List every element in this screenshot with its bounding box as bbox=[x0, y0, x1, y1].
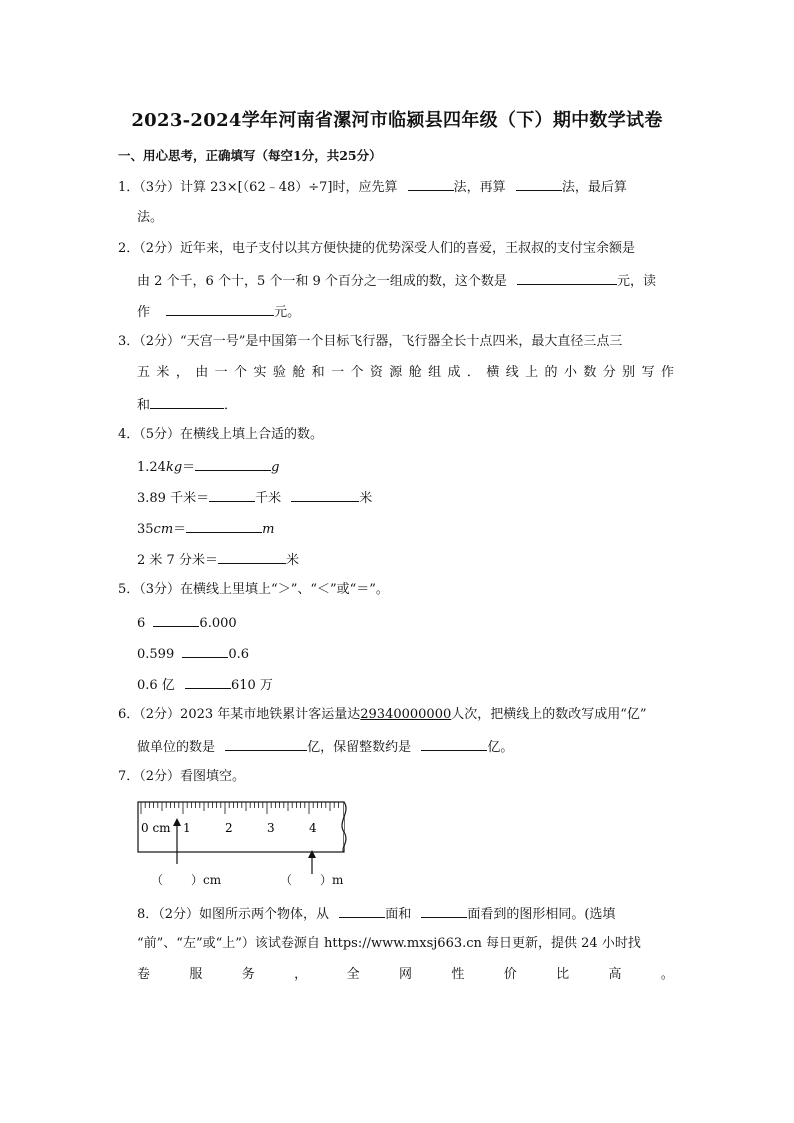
q4-stem: 4．（5分）在横线上填上合适的数。 bbox=[118, 427, 324, 442]
ruler-label-1: 1 bbox=[183, 821, 191, 835]
justified-char: 小 bbox=[563, 365, 577, 380]
justified-char: 组 bbox=[428, 365, 442, 380]
q6-blank-1[interactable] bbox=[225, 737, 307, 751]
justified-char: 全 bbox=[346, 967, 360, 982]
q5-item-a: 6 6.000 bbox=[137, 613, 237, 633]
justified-char: 作 bbox=[660, 365, 674, 380]
q4-item-d: 2 米 7 分米＝ 米 bbox=[137, 550, 299, 570]
justified-char: 卷 bbox=[137, 967, 151, 982]
q2-blank-number[interactable] bbox=[517, 271, 617, 285]
q7-answer-2: （ ）m bbox=[280, 873, 344, 887]
q4-blank-b1[interactable] bbox=[209, 488, 255, 502]
justified-char: 上 bbox=[525, 365, 539, 380]
justified-char: 和 bbox=[311, 365, 325, 380]
justified-char: 一 bbox=[214, 365, 228, 380]
justified-char: 务 bbox=[241, 967, 255, 982]
exam-title: 2023-2024学年河南省漯河市临颍县四年级（下）期中数学试卷 bbox=[131, 110, 663, 131]
ruler-label-3: 3 bbox=[267, 821, 275, 835]
q3-line-3: 和 ． bbox=[137, 395, 237, 415]
justified-char: 网 bbox=[398, 967, 412, 982]
q3-blank[interactable] bbox=[150, 395, 224, 409]
q6-passenger-number: 29340000000 bbox=[360, 707, 452, 722]
justified-char: 比 bbox=[556, 967, 570, 982]
q5-item-c: 0.6 亿 610 万 bbox=[137, 675, 273, 695]
q3-line-2 bbox=[137, 364, 674, 382]
q2-line-1: 2．（2分）近年来，电子支付以其方便快捷的优势深受人们的喜爱，王叔叔的支付宝余额是 bbox=[118, 241, 636, 256]
justified-char: 资 bbox=[369, 365, 383, 380]
q7-answer-1: （ ）cm bbox=[151, 873, 222, 887]
justified-char: 价 bbox=[503, 967, 517, 982]
q6-blank-2[interactable] bbox=[421, 737, 487, 751]
justified-char: 别 bbox=[622, 365, 636, 380]
q3-line-1: 3．（2分）“天宫一号”是中国第一个目标飞行器，飞行器全长十点四米，最大直径三点三 bbox=[118, 334, 623, 349]
justified-char: 一 bbox=[331, 365, 345, 380]
ruler-label-2: 2 bbox=[225, 821, 233, 835]
justified-char: 分 bbox=[602, 365, 616, 380]
q5-item-b: 0.599 0.6 bbox=[137, 644, 249, 664]
justified-char: 的 bbox=[544, 365, 558, 380]
justified-char: ， bbox=[294, 967, 308, 982]
q1-line-1: 1．（3分）计算 23×[（62﹣48）÷7]时，应先算 法，再算 法，最后算 bbox=[118, 177, 627, 197]
q1-blank-1[interactable] bbox=[408, 177, 454, 191]
q4-item-b: 3.89 千米＝ 千米 米 bbox=[137, 488, 372, 508]
q1-line-2: 法。 bbox=[137, 210, 164, 225]
q8-line-2: “前”、“左”或“上”）该试卷源自 https://www.mxsj663.cn 每日更新，提供 24 小时找 bbox=[137, 936, 641, 951]
q8-line-3 bbox=[137, 966, 674, 984]
justified-char: 写 bbox=[641, 365, 655, 380]
justified-char: 源 bbox=[389, 365, 403, 380]
justified-char: 个 bbox=[234, 365, 248, 380]
q4-blank-a[interactable] bbox=[195, 457, 271, 471]
justified-char: 横 bbox=[486, 365, 500, 380]
q4-blank-c[interactable] bbox=[186, 519, 262, 533]
justified-char: ． bbox=[466, 365, 480, 380]
q5-blank-b[interactable] bbox=[182, 644, 228, 658]
q4-blank-d[interactable] bbox=[218, 550, 286, 564]
q7-stem: 7．（2分）看图填空。 bbox=[118, 769, 246, 784]
justified-char: 数 bbox=[583, 365, 597, 380]
q4-blank-b2[interactable] bbox=[291, 488, 359, 502]
justified-char: ， bbox=[175, 365, 189, 380]
q5-blank-a[interactable] bbox=[153, 613, 199, 627]
q8-blank-1[interactable] bbox=[339, 904, 385, 918]
justified-char: 舱 bbox=[292, 365, 306, 380]
q5-stem: 5．（3分）在横线上里填上“＞”、“＜”或“＝”。 bbox=[118, 582, 389, 597]
q2-blank-reading[interactable] bbox=[166, 302, 274, 316]
q5-blank-c[interactable] bbox=[185, 675, 231, 689]
justified-char: 高 bbox=[608, 967, 622, 982]
ruler-label-4: 4 bbox=[309, 821, 317, 835]
justified-char: 舱 bbox=[408, 365, 422, 380]
justified-char: 。 bbox=[660, 967, 674, 982]
q6-line-1: 6．（2分）2023 年某市地铁累计客运量达29340000000人次，把横线上的数改写成用“亿” bbox=[118, 707, 647, 722]
justified-char: 米 bbox=[156, 365, 170, 380]
q2-line-2: 由 2 个千，6 个十，5 个一和 9 个百分之一组成的数，这个数是 元，读 bbox=[137, 271, 656, 291]
q8-blank-2[interactable] bbox=[421, 904, 467, 918]
q4-item-c: 35cm＝ m bbox=[137, 519, 275, 539]
q8-line-1: 8．（2分）如图所示两个物体，从 面和 面看到的图形相同。(选填 bbox=[137, 904, 615, 924]
justified-char: 五 bbox=[137, 365, 151, 380]
q4-item-a: 1.24kg＝ g bbox=[137, 457, 280, 477]
justified-char: 服 bbox=[189, 967, 203, 982]
justified-char: 实 bbox=[253, 365, 267, 380]
q1-blank-2[interactable] bbox=[516, 177, 562, 191]
justified-char: 线 bbox=[505, 365, 519, 380]
justified-char: 由 bbox=[195, 365, 209, 380]
justified-char: 个 bbox=[350, 365, 364, 380]
q2-line-3: 作 元。 bbox=[137, 302, 300, 322]
justified-char: 成 bbox=[447, 365, 461, 380]
section-heading-1: 一、用心思考，正确填写（每空1分，共25分） bbox=[118, 148, 382, 163]
justified-char: 验 bbox=[272, 365, 286, 380]
q6-line-2: 做单位的数是 亿，保留整数约是 亿。 bbox=[137, 737, 513, 757]
ruler-label-0: 0 cm bbox=[141, 821, 171, 835]
justified-char: 性 bbox=[451, 967, 465, 982]
